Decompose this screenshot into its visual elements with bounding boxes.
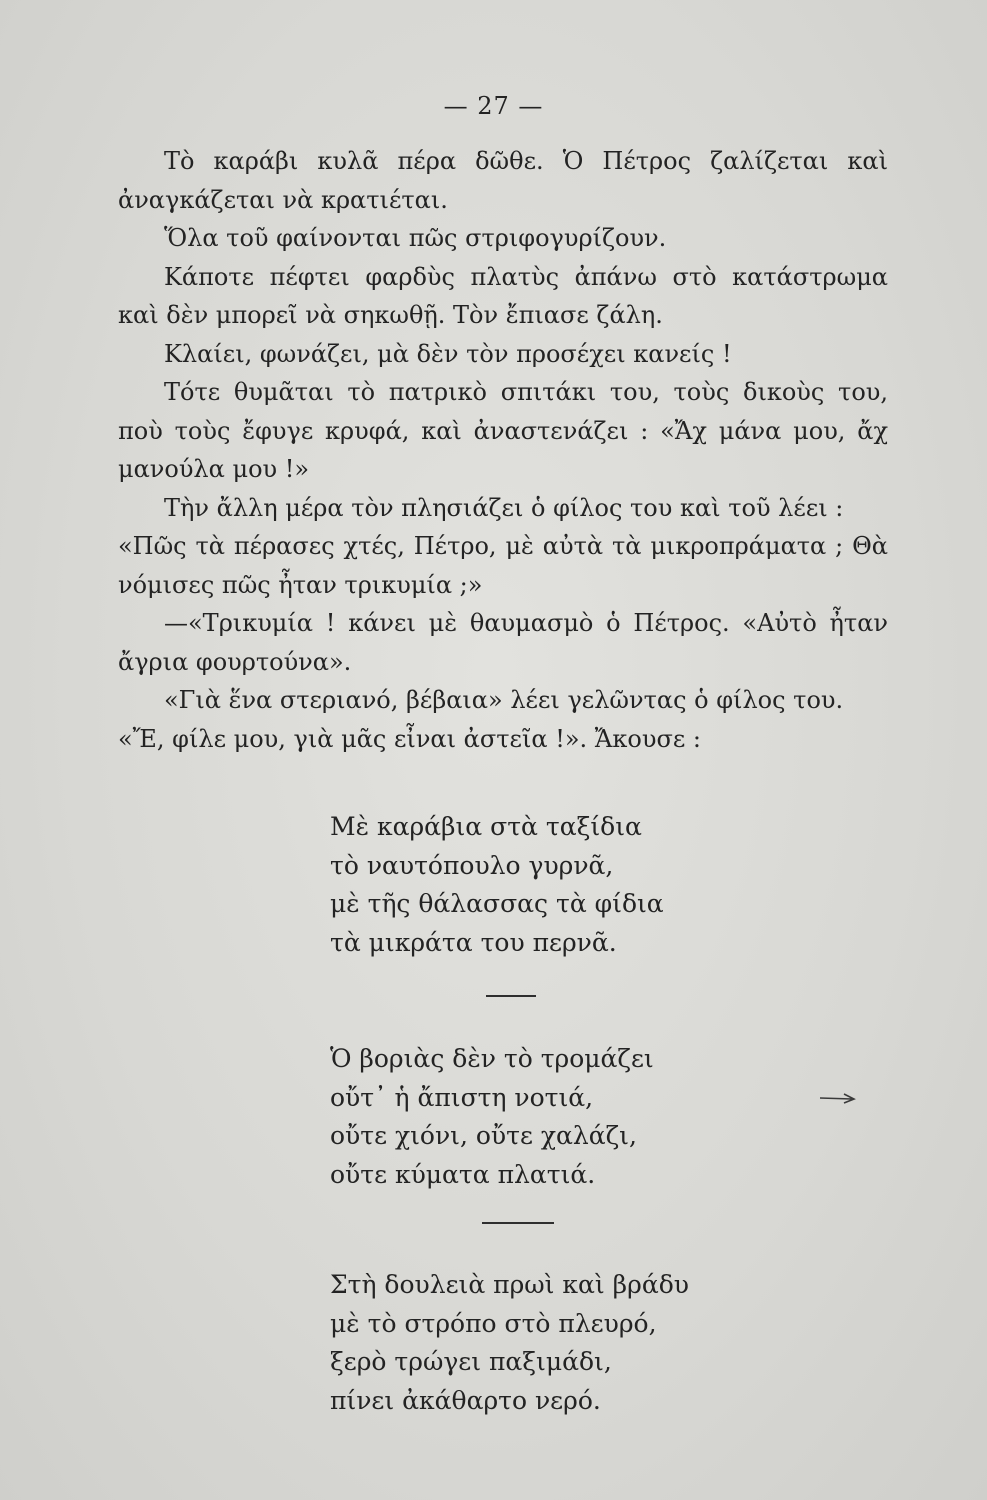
poem-line: Στὴ δουλειὰ πρωὶ καὶ βράδυ — [330, 1270, 689, 1299]
poem-line: πίνει ἀκάθαρτο νερό. — [330, 1385, 601, 1415]
poem-line: ξερὸ τρώγει παξιμάδι, — [330, 1347, 612, 1376]
poem-stanza-3 — [330, 1266, 850, 1420]
poem-line: οὔτε χιόνι, οὔτε χαλάζι, — [330, 1121, 637, 1150]
paragraph: «Γιὰ ἕνα στεριανό, βέβαια» λέει γελῶντας ὁ φίλος του. — [164, 686, 844, 714]
poem-line: Ὁ βοριὰς δὲν τὸ τρομάζει — [330, 1044, 654, 1073]
poem-line: οὔτε κύματα πλατιά. — [330, 1159, 596, 1189]
paragraph: Κάποτε πέφτει φαρδὺς πλατὺς ἀπάνω στὸ κατάστρωμα καὶ δὲν μπορεῖ νὰ σηκωθῇ. Τὸν ἔπιασε ζάλη. — [118, 262, 888, 329]
stanza-divider — [486, 995, 536, 997]
paragraph: «Ἔ, φίλε μου, γιὰ μᾶς εἶναι ἀστεῖα !». Ἄκουσε : — [118, 724, 701, 753]
paragraph: Τὴν ἄλλη μέρα τὸν πλησιάζει ὁ φίλος του καὶ τοῦ λέει : — [164, 493, 844, 522]
paragraph: Κλαίει, φωνάζει, μὰ δὲν τὸν προσέχει κανείς ! — [164, 339, 732, 368]
paragraph: Ὅλα τοῦ φαίνονται πῶς στριφογυρίζουν. — [164, 224, 667, 252]
page-number: — 27 — — [443, 92, 544, 120]
poem-line: μὲ τῆς θάλασσας τὰ φίδια — [330, 889, 664, 918]
paragraph: Τὸ καράβι κυλᾶ πέρα δῶθε. Ὁ Πέτρος ζαλίζεται καὶ ἀναγκάζεται νὰ κρατιέται. — [118, 147, 888, 214]
poem-line: οὔτ᾽ ἡ ἄπιστη νοτιά, — [330, 1082, 594, 1112]
poem-line: μὲ τὸ στρόπο στὸ πλευρό, — [330, 1308, 657, 1338]
poem-stanza-2 — [330, 1040, 850, 1194]
poem-line: Μὲ καράβια στὰ ταξίδια — [330, 812, 642, 841]
prose-text — [118, 142, 888, 758]
poem-stanza-1 — [330, 808, 850, 962]
margin-mark-icon — [818, 1090, 858, 1106]
poem-line: τὰ μικράτα του περνᾶ. — [330, 927, 617, 957]
stanza-divider — [482, 1222, 554, 1224]
paragraph: «Πῶς τὰ πέρασες χτές, Πέτρο, μὲ αὐτὰ τὰ μικροπράματα ; Θὰ νόμισες πῶς ἦταν τρικυμία ;» — [118, 532, 888, 599]
paragraph: Τότε θυμᾶται τὸ πατρικὸ σπιτάκι του, τοὺς δικοὺς του, ποὺ τοὺς ἔφυγε κρυφά, καὶ ἀναστενάζει : «Ἄχ μάνα μου, ἄχ μανούλα μου !» — [118, 378, 888, 483]
paragraph: —«Τρικυμία ! κάνει μὲ θαυμασμὸ ὁ Πέτρος. «Αὐτὸ ἦταν ἄγρια φουρτούνα». — [118, 609, 888, 676]
poem-line: τὸ ναυτόπουλο γυρνᾶ, — [330, 850, 614, 880]
